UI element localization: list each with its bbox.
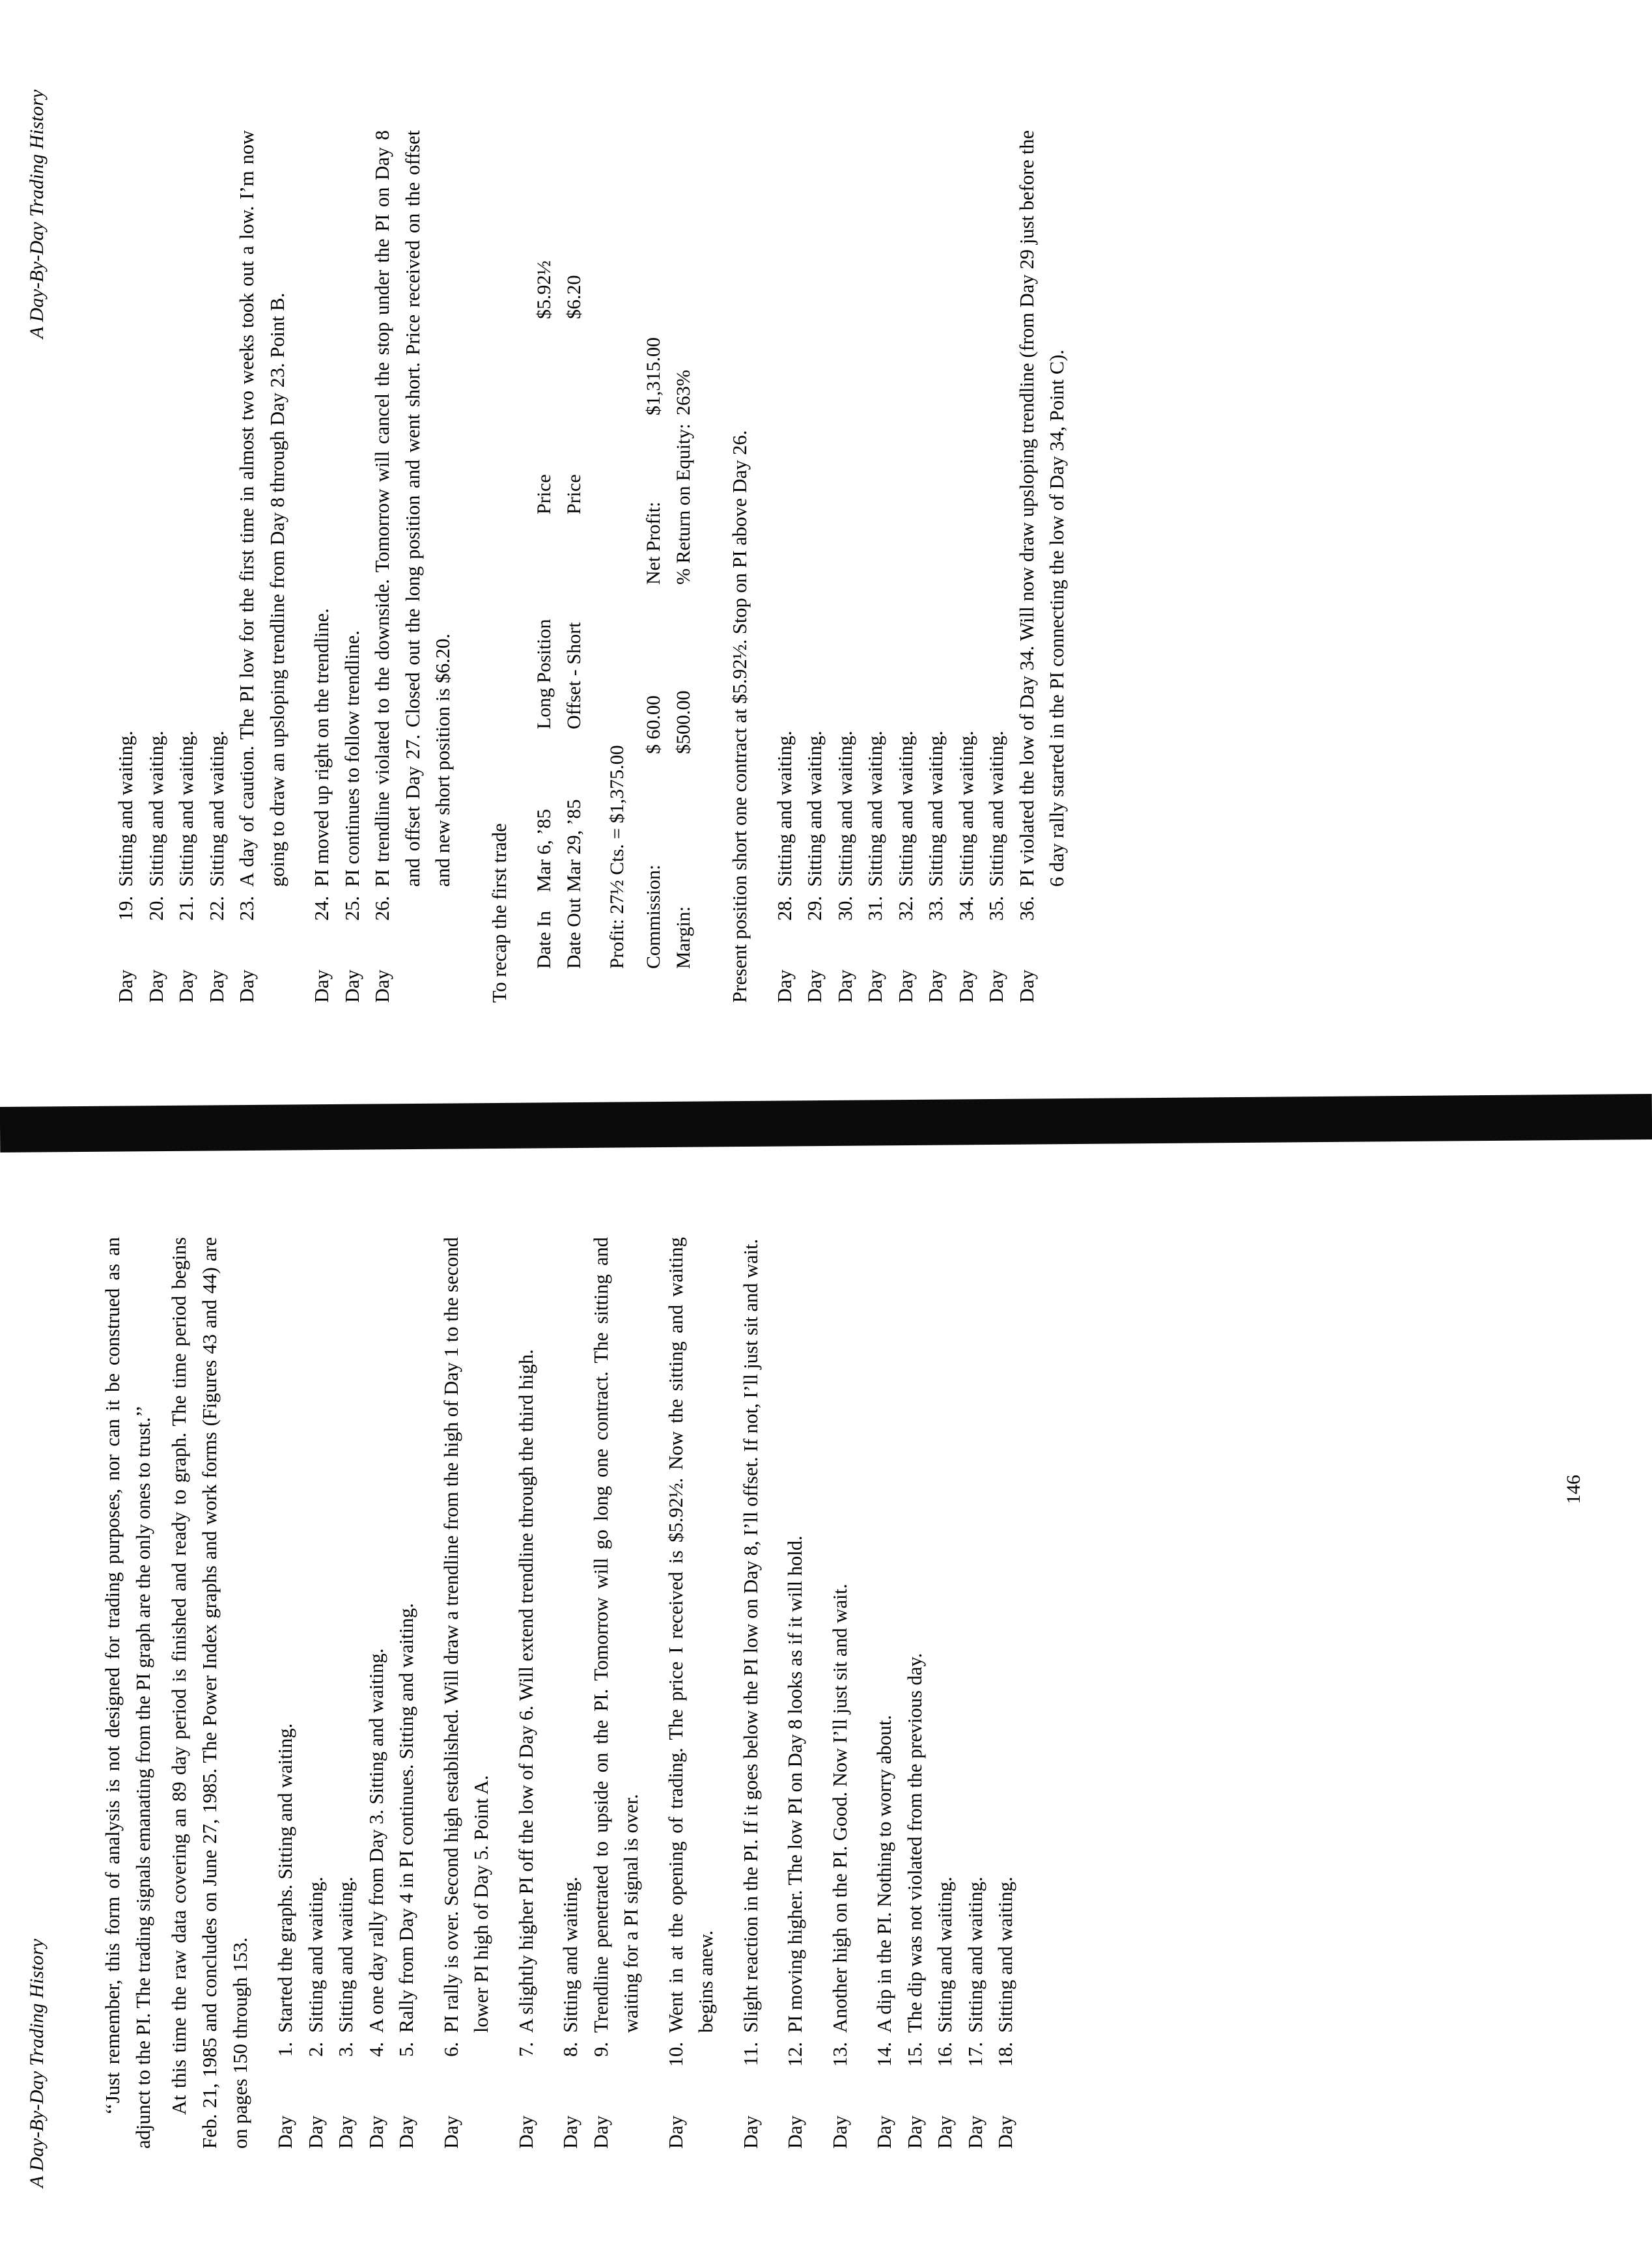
day-text: Sitting and waiting. [955, 731, 977, 887]
day-number: 28. [773, 896, 796, 921]
running-head-147: A Day-By-Day Trading History [26, 89, 48, 339]
day-text: Sitting and waiting. [994, 1877, 1016, 2033]
day-entry [860, 130, 891, 1003]
day-label: Day [365, 2115, 387, 2149]
intro-paragraph: At this time the raw data covering an 89 day period is finished and ready to graph. The time period begins Feb. 21, 1985 and concludes on June 27, 1985. The Power Index graphs and work forms (Figures 43 and 44) are on pages 150 through 153. [168, 1237, 251, 2149]
day-entry [586, 1237, 647, 2149]
date-out-label: Date Out [563, 897, 585, 969]
day-entry [337, 130, 368, 1003]
trade-row-margin [669, 130, 699, 969]
day-label: Day [955, 970, 977, 1003]
day-entry [111, 130, 141, 1003]
net-profit-label: Net Profit: [642, 501, 664, 585]
day-text: Sitting and waiting. [559, 1877, 581, 2033]
day-entry [301, 1237, 331, 2149]
page-gutter-shadow [0, 1094, 1652, 1152]
day-label: Day [934, 2115, 956, 2149]
day-number: 1. [274, 2042, 296, 2057]
day-label: Day [664, 2115, 687, 2149]
day-entry [270, 1237, 301, 2149]
day-number: 12. [784, 2042, 806, 2067]
day-entries-group-1 [111, 130, 1072, 1003]
day-text: The dip was not violated from the previous day. [903, 1653, 926, 2033]
day-number: 7. [514, 2042, 537, 2057]
day-entry [361, 1237, 392, 2149]
day-label: Day [864, 970, 886, 1003]
day-label: Day [371, 970, 393, 1003]
day-number: 14. [873, 2042, 895, 2067]
day-label: Day [589, 2115, 612, 2149]
day-entry [1012, 130, 1072, 1003]
day-text: PI rally is over. Second high established. Will draw a trendline from the high of Day 1 to the second lower PI high of Day 5. Point A. [440, 1237, 492, 2033]
day-text: Sitting and waiting. [864, 731, 886, 887]
day-label: Day [335, 2115, 357, 2149]
day-text: Sitting and waiting. [804, 731, 826, 887]
day-entry [780, 1237, 811, 2149]
day-entry [141, 130, 172, 1003]
day-label: Day [925, 970, 947, 1003]
day-label: Day [903, 2115, 926, 2149]
day-label: Day [833, 970, 856, 1003]
day-entry [202, 130, 232, 1003]
book-page-146 [0, 1146, 1641, 2253]
day-label: Day [559, 2115, 581, 2149]
day-number: 15. [903, 2042, 926, 2067]
day-entry [391, 1237, 422, 2149]
day-label: Day [873, 2115, 895, 2149]
profit-line: Profit: 27½ Cts. = $1,375.00 [606, 745, 628, 969]
day-text: Sitting and waiting. [773, 731, 796, 887]
day-label: Day [115, 970, 137, 1003]
day-text: Sitting and waiting. [925, 731, 947, 887]
day-text: PI trendline violated to the downside. Tomorrow will cancel the stop under the PI on Day 8 and offset Day 27. Closed out the long position and went short. Price received on the offset and new short position is $6.20. [371, 130, 454, 887]
day-text: Sitting and waiting. [175, 731, 197, 887]
day-number: 35. [985, 896, 1007, 921]
day-number: 25. [341, 896, 363, 921]
day-number: 34. [955, 896, 977, 921]
day-number: 31. [864, 896, 886, 921]
day-number: 29. [804, 896, 826, 921]
offset-label: Offset - Short [563, 622, 585, 729]
day-entry [800, 130, 830, 1003]
date-out-value: Mar 29, ’85 [563, 799, 585, 892]
day-text: Sitting and waiting. [335, 1877, 357, 2033]
day-text: A slightly higher PI off the low of Day 6. Will extend trendline through the third high. [514, 1349, 537, 2033]
day-number: 24. [311, 896, 333, 921]
day-text: Sitting and waiting. [205, 731, 228, 887]
day-number: 30. [833, 896, 856, 921]
day-number: 21. [175, 896, 197, 921]
day-text: Sitting and waiting. [115, 731, 137, 887]
day-label: Day [804, 970, 826, 1003]
day-entry [331, 1237, 361, 2149]
day-text: Sitting and waiting. [145, 731, 167, 887]
day-label: Day [341, 970, 363, 1003]
day-text: Sitting and waiting. [964, 1877, 987, 2033]
commission-value: $ 60.00 [642, 695, 664, 754]
trade-row-profit [602, 130, 632, 969]
day-label: Day [274, 2115, 296, 2149]
day-number: 18. [994, 2042, 1016, 2067]
day-label: Day [514, 2115, 537, 2149]
day-text: Trendline penetrated to upside on the PI. Tomorrow will go long one contract. The sitting and waiting for a PI signal is over. [589, 1237, 642, 2033]
day-entries-group-2 [770, 130, 1072, 1003]
day-label: Day [994, 2115, 1016, 2149]
day-text: PI continues to follow trendline. [341, 630, 363, 887]
day-entry [770, 130, 800, 1003]
day-label: Day [175, 970, 197, 1003]
day-number: 8. [559, 2042, 581, 2057]
recap-heading: To recap the first trade [488, 823, 511, 1003]
day-label: Day [440, 2115, 462, 2149]
day-entry [921, 130, 951, 1003]
day-label: Day [828, 2115, 851, 2149]
day-label: Day [964, 2115, 987, 2149]
day-number: 32. [894, 896, 917, 921]
price-label: Price [533, 474, 555, 514]
day-entry [736, 1237, 766, 2149]
day-text: A one day rally from Day 3. Sitting and waiting. [365, 1648, 387, 2033]
book-page-147 [0, 26, 1628, 1081]
day-entry [990, 1237, 1021, 2149]
day-entry [960, 1237, 991, 2149]
day-entry [951, 130, 982, 1003]
day-entry [661, 1237, 721, 2149]
trade-row-date-out [559, 130, 589, 969]
day-entry [900, 1237, 931, 2149]
day-number: 6. [440, 2042, 462, 2057]
day-label: Day [145, 970, 167, 1003]
day-entry [436, 1237, 497, 2149]
day-label: Day [236, 970, 258, 1003]
day-number: 4. [365, 2042, 387, 2057]
return-value: 263% [672, 370, 694, 415]
day-text: Sitting and waiting. [304, 1877, 327, 2033]
net-profit-value: $1,315.00 [642, 337, 664, 415]
day-text: Sitting and waiting. [833, 731, 856, 887]
day-label: Day [205, 970, 228, 1003]
day-number: 36. [1015, 896, 1038, 921]
day-text: A dip in the PI. Nothing to worry about. [873, 1715, 895, 2033]
day-number: 20. [145, 896, 167, 921]
trade-summary-table [529, 130, 699, 969]
date-in-label: Date In [533, 910, 555, 969]
day-entry [869, 1237, 900, 2149]
day-entry [307, 130, 337, 1003]
quote-paragraph: ‘‘Just remember, this form of analysis is not designed for trading purposes, nor can it be construed as an adjunct to the PI. The trading signals emanating from the PI graph are the only ones to trust.’’ [102, 1237, 154, 2149]
day-number: 19. [115, 896, 137, 921]
day-entry [830, 130, 861, 1003]
day-text: Rally from Day 4 in PI continues. Sitting and waiting. [395, 1603, 417, 2033]
day-entry [511, 1237, 542, 2149]
day-number: 17. [964, 2042, 987, 2067]
day-label: Day [773, 970, 796, 1003]
offset-price-label: Price [563, 474, 585, 514]
day-label: Day [304, 2115, 327, 2149]
day-label: Day [311, 970, 333, 1003]
date-in-value: Mar 6, ’85 [533, 809, 555, 892]
day-number: 9. [589, 2042, 612, 2057]
day-entry [891, 130, 921, 1003]
day-label: Day [395, 2115, 417, 2149]
day-number: 3. [335, 2042, 357, 2057]
offset-price-value: $6.20 [563, 275, 585, 319]
day-text: Another high on the PI. Good. Now I’ll just sit and wait. [828, 1584, 851, 2033]
page-number-146: 146 [1563, 1475, 1584, 1504]
day-entry [825, 1237, 856, 2149]
page-146-body [98, 1237, 1021, 2149]
day-label: Day [1015, 970, 1038, 1003]
day-entries-list [270, 1237, 1021, 2149]
day-number: 5. [395, 2042, 417, 2057]
day-text: PI moving higher. The low PI on Day 8 looks as if it will hold. [784, 1535, 806, 2033]
day-label: Day [985, 970, 1007, 1003]
day-entry [367, 130, 458, 1003]
day-number: 11. [739, 2042, 762, 2066]
day-entry [232, 130, 292, 1003]
day-number: 16. [934, 2042, 956, 2067]
day-number: 10. [664, 2042, 687, 2067]
day-number: 2. [304, 2042, 327, 2057]
margin-value: $500.00 [672, 690, 694, 754]
day-label: Day [784, 2115, 806, 2149]
day-text: Started the graphs. Sitting and waiting. [274, 1723, 296, 2033]
return-label: % Return on Equity: [672, 423, 694, 585]
day-number: 23. [236, 896, 258, 921]
day-number: 13. [828, 2042, 851, 2067]
day-text: Sitting and waiting. [894, 731, 917, 887]
margin-label: Margin: [672, 906, 694, 969]
day-text: PI moved up right on the trendline. [311, 608, 333, 887]
trade-row-commission [639, 130, 669, 969]
running-head-146: A Day-By-Day Trading History [26, 1938, 48, 2188]
position-label: Long Position [533, 619, 555, 729]
present-position-note: Present position short one contract at $5.92½. Stop on PI above Day 26. [728, 430, 751, 1003]
day-text: A day of caution. The PI low for the first time in almost two weeks took out a low. I’m now going to draw an upsloping trendline from Day 8 through Day 23. Point B. [236, 130, 288, 887]
day-number: 26. [371, 896, 393, 921]
price-value: $5.92½ [533, 260, 555, 319]
day-number: 33. [925, 896, 947, 921]
day-label: Day [739, 2115, 762, 2149]
day-text: PI violated the low of Day 34. Will now draw upsloping trendline (from Day 29 just before the 6 day rally started in the PI connecting the low of Day 34, Point C). [1015, 130, 1068, 887]
trade-row-date-in [529, 130, 559, 969]
day-text: Slight reaction in the PI. If it goes below the PI low on Day 8, I’ll offset. If not, I’ll just sit and wait. [739, 1238, 762, 2033]
day-label: Day [894, 970, 917, 1003]
day-entry [981, 130, 1012, 1003]
day-text: Sitting and waiting. [985, 731, 1007, 887]
day-entry [171, 130, 202, 1003]
day-text: Went in at the opening of trading. The price I received is $5.92½. Now the sitting and waiting begins anew. [664, 1237, 717, 2033]
day-entry [555, 1237, 586, 2149]
day-entry [930, 1237, 960, 2149]
commission-label: Commission: [642, 864, 664, 969]
day-number: 22. [205, 896, 228, 921]
day-text: Sitting and waiting. [934, 1877, 956, 2033]
